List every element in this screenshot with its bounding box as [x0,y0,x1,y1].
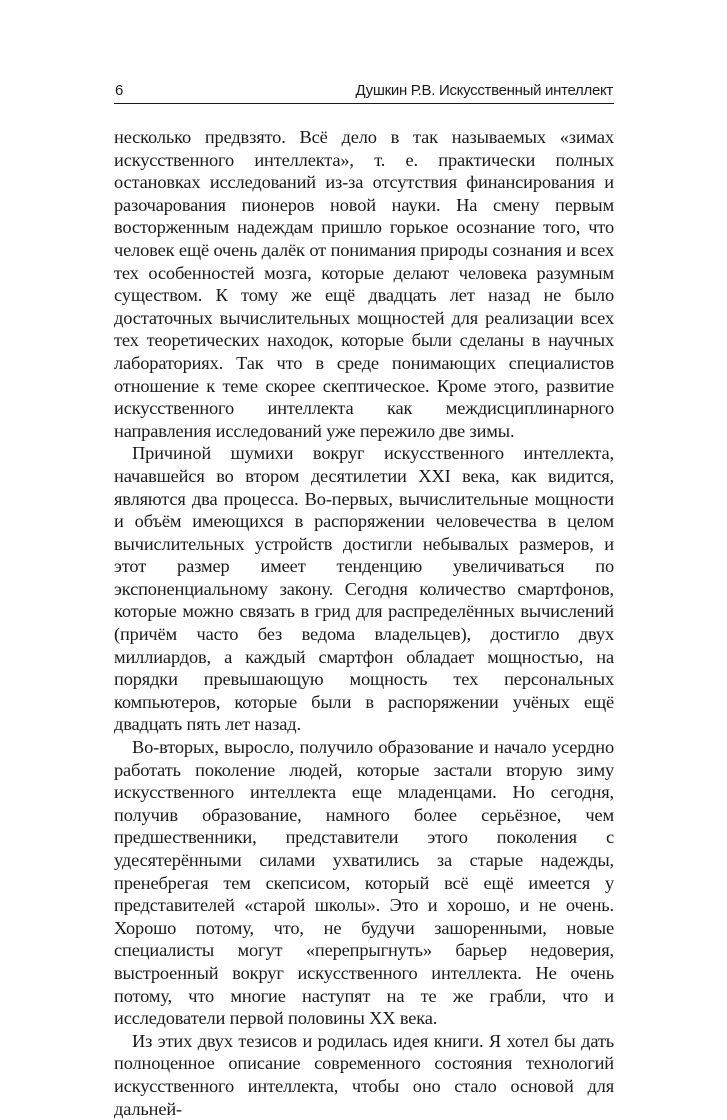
running-title: Душкин Р.В. Искусственный интеллект [355,82,613,99]
body-text [114,126,614,1120]
paragraph: Из этих двух тезисов и родилась идея книги. Я хотел бы дать полноценное описание современного состояния технологий искусственного интеллекта, чтобы оно стало основой для дальней- [114,1030,614,1119]
paragraph-continuation: несколько предвзято. Всё дело в так называемых «зимах искусственного интеллекта», т. е. практически полных остановках исследований из-за отсутствия финансирования и разочарования пионеров новой науки. На смену первым восторженным надеждам пришло горькое осознание того, что человек ещё очень далёк от понимания природы сознания и всех тех особенностей мозга, которые делают человека разумным существом. К тому же ещё двадцать лет назад не было достаточных вычислительных мощностей для реализации всех тех теоретических находок, которые были сделаны в научных лабораториях. Так что в среде понимающих специалистов отношение к теме скорее скептическое. Кроме этого, развитие искусственного интеллекта как междисциплинарного направления исследований уже пережило две зимы. [114,127,614,441]
page-number: 6 [115,82,124,99]
paragraph: Причиной шумихи вокруг искусственного интеллекта, начавшейся во втором десятилетии XXI века, как видится, являются два процесса. Во-первых, вычислительные мощности и объём имеющихся в распоряжении человечества в целом вычислительных устройств достигли небывалых размеров, и этот размер имеет тенденцию увеличиваться по экспоненциальному закону. Сегодня количество смартфонов, которые можно связать в грид для распределённых вычислений (причём часто без ведома владельцев), достигло двух миллиардов, а каждый смартфон обладает мощностью, на порядки превышающую мощность тех персональных компьютеров, которые были в распоряжении учёных ещё двадцать пять лет назад. [114,443,614,735]
book-page [114,82,614,1120]
running-head [114,82,614,104]
paragraph: Во-вторых, выросло, получило образование и начало усердно работать поколение людей, которые застали вторую зиму искусственного интеллекта еще младенцами. Но сегодня, получив образование, намного более серьёзное, чем предшественники, представители этого поколения с удесятерёнными силами ухватились за старые надежды, пренебрегая тем скепсисом, который всё ещё имеется у представителей «старой школы». Это и хорошо, и не очень. Хорошо потому, что, не будучи зашоренными, новые специалисты могут «перепрыгнуть» барьер недоверия, выстроенный вокруг искусственного интеллекта. Не очень потому, что многие наступят на те же грабли, что и исследователи первой половины XX века. [114,737,614,1029]
